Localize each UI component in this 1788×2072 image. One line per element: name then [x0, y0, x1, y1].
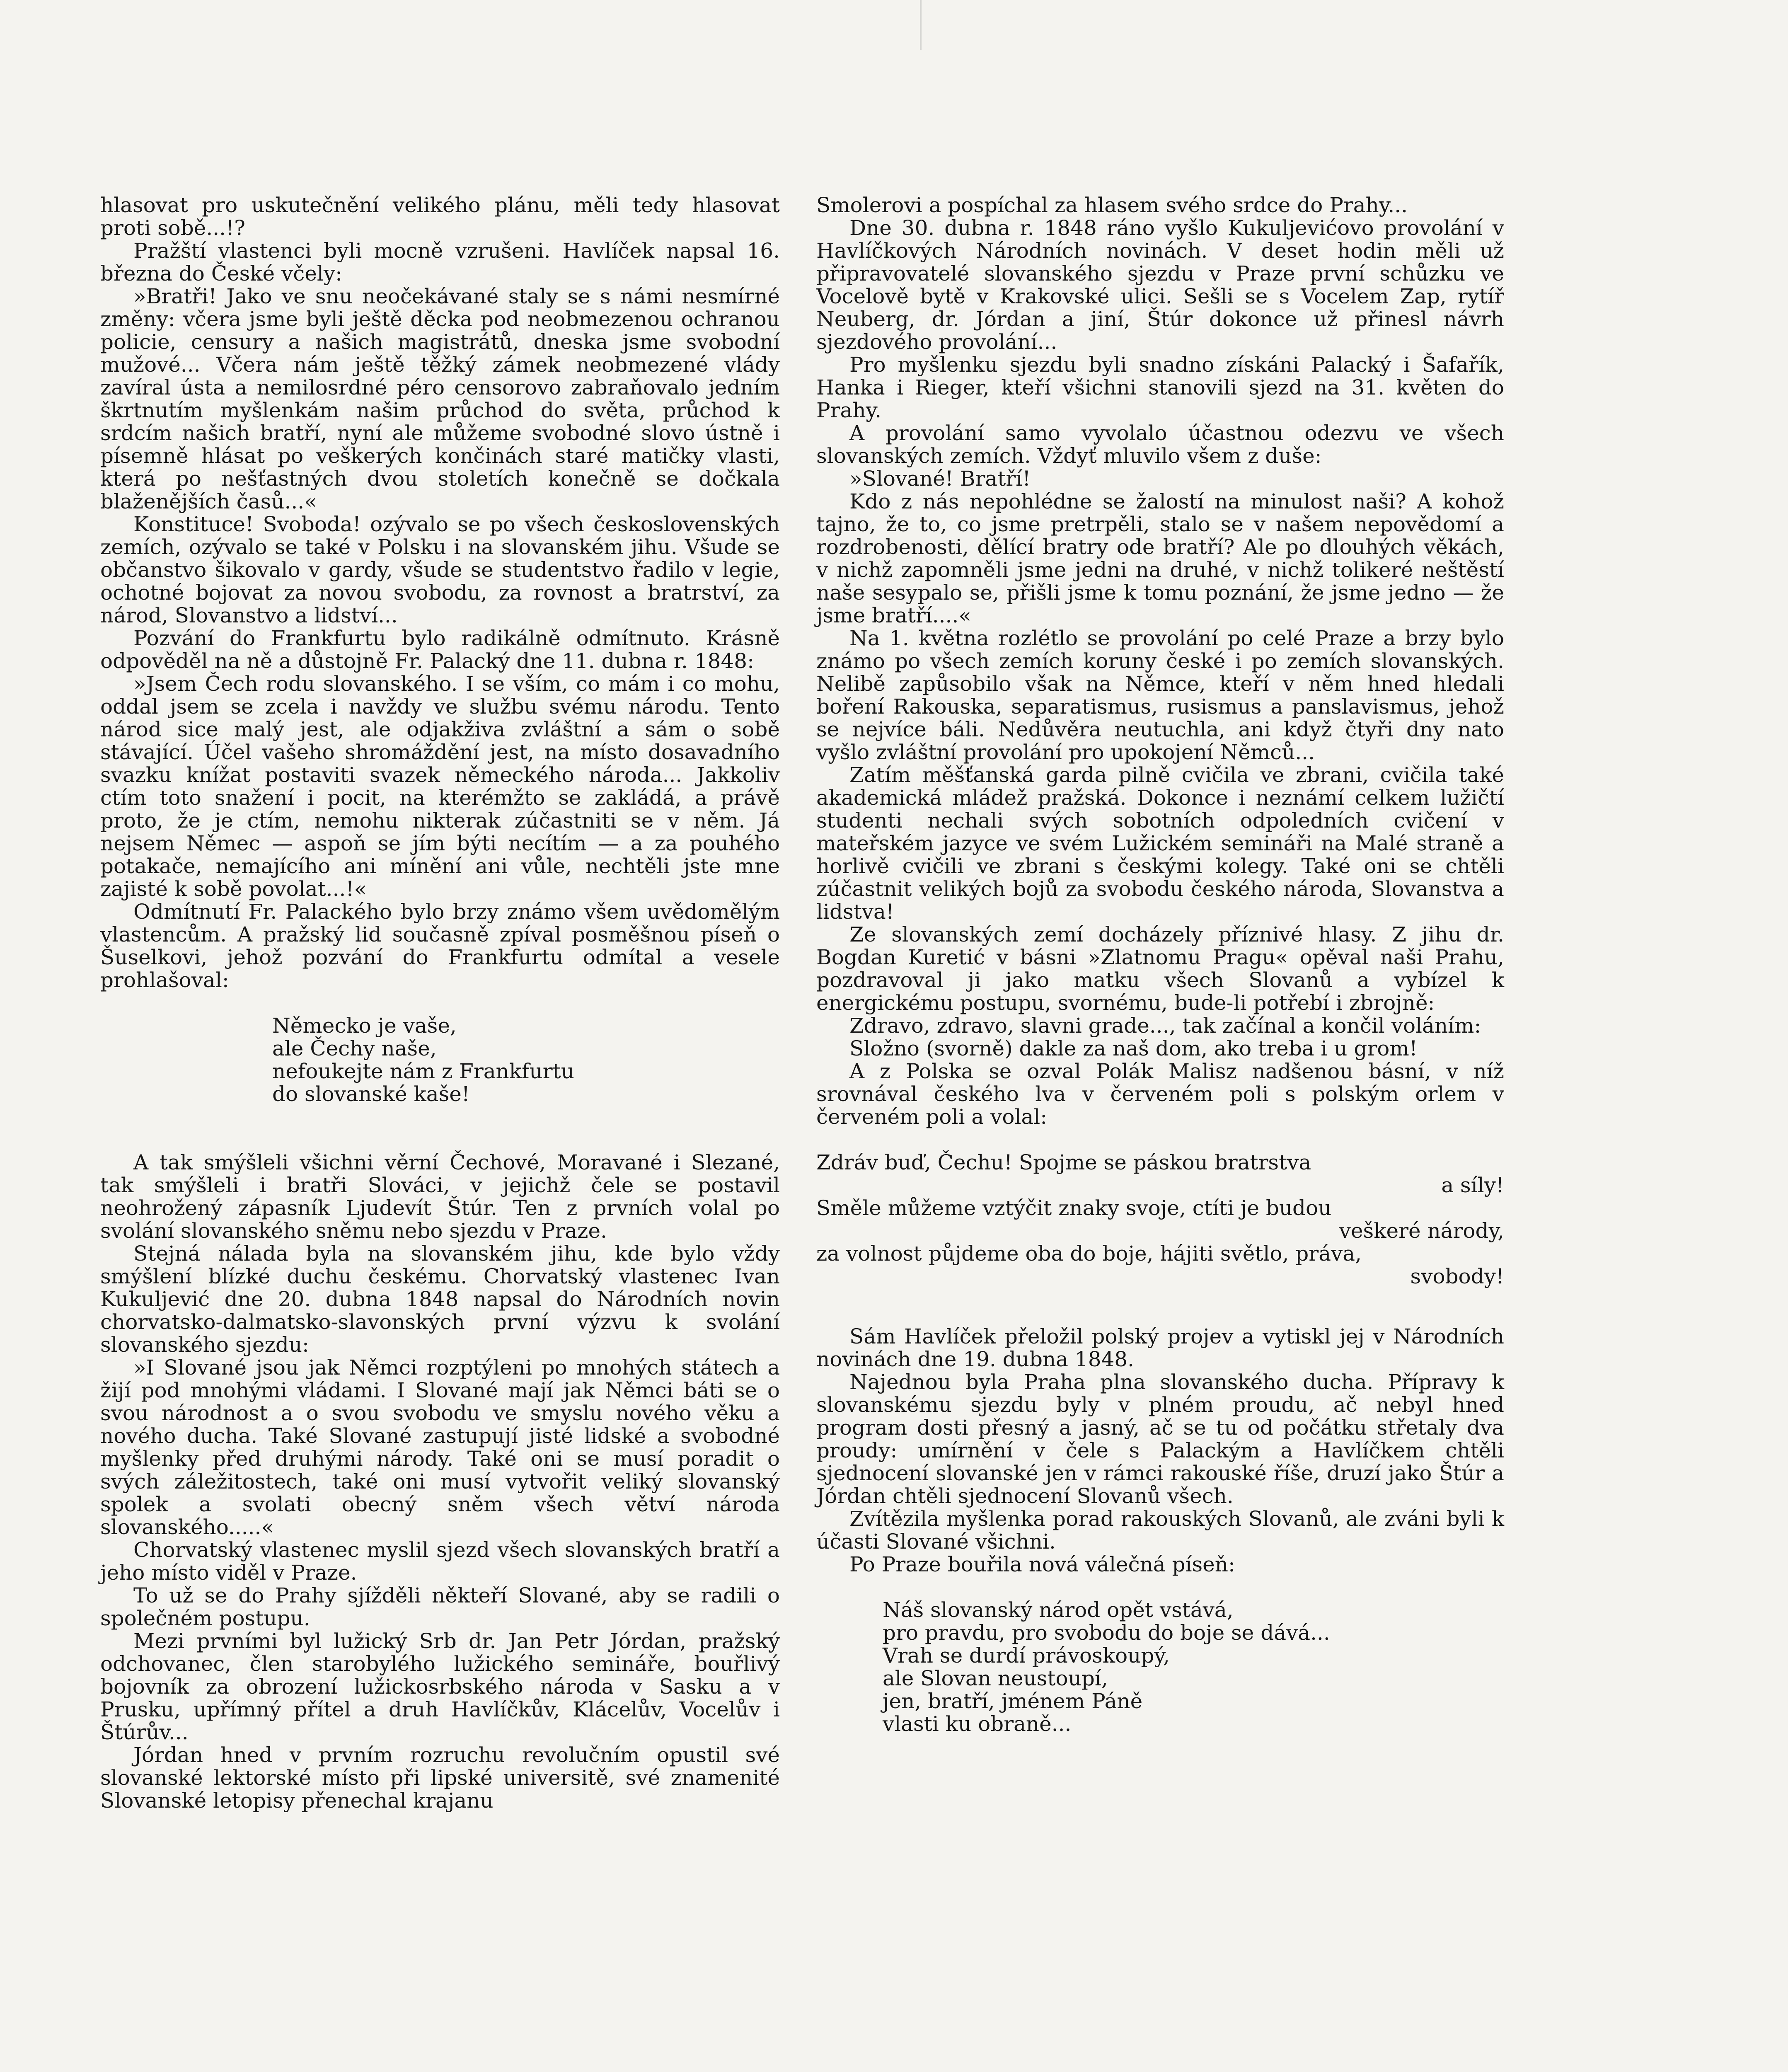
paragraph: hlasovat pro uskutečnění velikého plánu, měli tedy hlasovat proti sobě...!?	[100, 193, 780, 240]
quote-paragraph: »Jsem Čech rodu slovanského. I se vším, co mám i co mohu, oddal jsem se zcela i navždy ve službu svému národu. Tento národ sice malý jest, ale odjakživa zvláštní a sám o sobě stávající. Účel vašeho shromáždění jest, na místo dosavadního svazku knížat postaviti svazek německého národa... Jakkoliv ctím toto snažení i pocit, na kterémžto se zakládá, a právě proto, že je ctím, nemohu nikterak zúčastniti se v něm. Já nejsem Němec — aspoň se jím býti necítím — a za pouhého potakače, nemajícího ani mínění ani vůle, nechtěli jste mne zajisté k sobě povolat...!«	[100, 672, 780, 901]
poem-line: Směle můžeme vztýčit znaky svoje, ctíti je budou	[816, 1196, 1332, 1220]
left-column	[100, 194, 780, 1812]
paragraph: Najednou byla Praha plna slovanského ducha. Přípravy k slovanskému sjezdu byly v plném proudu, ač nebyl hned program dosti přesný a jasný, ač se tu od počátku střetaly dva proudy: umírnění v čele s Palackým a Havlíčkem chtěli sjednocení slovanské jen v rámci rakouské říše, druzí jako Štúr a Jórdan chtěli sjednocení Slovanů všech.	[816, 1370, 1504, 1508]
paragraph: Pražští vlastenci byli mocně vzrušeni. Havlíček napsal 16. března do České včely:	[100, 239, 780, 286]
song-line: pro pravdu, pro svobodu do boje se dává...	[883, 1621, 1330, 1645]
right-column	[816, 194, 1504, 1736]
paragraph: Zvítězila myšlenka porad rakouských Slovanů, ale zváni byli k účasti Slované všichni.	[816, 1507, 1504, 1554]
paragraph: Ze slovanských zemí docházely příznivé hlasy. Z jihu dr. Bogdan Kuretić v básni »Zlatnomu Pragu« opěval naši Prahu, pozdravoval ji jako matku všech Slovanů a vybízel k energickému postupu, svornému, bude-li potřebí i zbrojně:	[816, 922, 1504, 1015]
paragraph: To už se do Prahy sjížděli někteří Slované, aby se radili o společném postupu.	[100, 1583, 780, 1630]
paragraph: Složno (svorně) dakle za naš dom, ako treba i u grom!	[849, 1036, 1418, 1060]
song-line: jen, bratří, jménem Páně	[883, 1689, 1143, 1713]
poem-line: ale Čechy naše,	[272, 1036, 437, 1060]
war-song	[883, 1599, 1504, 1736]
paragraph: »Slované! Bratří!	[849, 467, 1031, 491]
paragraph: Pro myšlenku sjezdu byli snadno získáni Palacký i Šafařík, Hanka i Rieger, kteří všichni stanovili sjezd na 31. květen do Prahy.	[816, 353, 1504, 422]
poem-line: do slovanské kaše!	[272, 1082, 470, 1106]
paragraph: Chorvatský vlastenec myslil sjezd všech slovanských bratří a jeho místo viděl v Praze.	[100, 1538, 780, 1585]
polish-poem	[816, 1151, 1504, 1288]
paragraph: A tak smýšleli všichni věrní Čechové, Moravané i Slezané, tak smýšleli i bratři Slováci, v jejichž čele se postavil neohrožený zápasník Ljudevít Štúr. Ten z prvních volal po svolání slovanského sněmu nebo sjezdu v Praze.	[100, 1150, 780, 1243]
song-line: ale Slovan neustoupí,	[883, 1666, 1108, 1690]
song-line: vlasti ku obraně...	[883, 1712, 1072, 1736]
poem-line: za volnost půjdeme oba do boje, hájiti světlo, práva,	[816, 1242, 1362, 1266]
paragraph: Zdravo, zdravo, slavni grade..., tak začínal a končil voláním:	[849, 1014, 1481, 1038]
poem-line-continuation: veškeré národy,	[1339, 1219, 1504, 1243]
quote-paragraph: »I Slované jsou jak Němci rozptýleni po mnohých státech a žijí pod mnohými vládami. I Slované mají jak Němci báti se o svou národnost a o svou svobodu ve smyslu nového věku a nového ducha. Také Slované zastupují jisté lidské a svobodné myšlenky před druhými národy. Také oni se musí poradit o svých záležitostech, také oni musí vytvořit veliký slovanský spolek a svolati obecný sněm všech větví národa slovanského.....«	[100, 1356, 780, 1539]
paragraph: Po Praze bouřila nová válečná píseň:	[849, 1552, 1235, 1576]
paragraph: Na 1. května rozlétlo se provolání po celé Praze a brzy bylo známo po všech zemích koruny české i po zemích slovanských. Nelibě zapůsobilo však na Němce, kteří v něm hned hledali boření Rakouska, separatismus, rusismus a panslavismus, jehož se nejvíce báli. Nedůvěra neutuchla, ani když čtyři dny nato vyšlo zvláštní provolání pro upokojení Němců...	[816, 626, 1504, 764]
paragraph: A z Polska se ozval Polák Malisz nadšenou básní, v níž srovnával českého lva v červeném poli s polským orlem v červeném poli a volal:	[816, 1059, 1504, 1129]
poem-line: nefoukejte nám z Frankfurtu	[272, 1059, 574, 1083]
poem-line: Německo je vaše,	[272, 1014, 457, 1038]
paragraph: Kdo z nás nepohlédne se žalostí na minulost naši? A kohož tajno, že to, co jsme pretrpěli, stalo se v našem nepovědomí a rozdrobenosti, dělící bratry ode bratří? Ale po dlouhých věkách, v nichž zapomněli jsme jedni na druhé, v nichž tolikeré neštěstí naše sesypalo se, přišli jsme k tomu poznání, že jsme jedno — že jsme bratří....«	[816, 489, 1504, 627]
paragraph: Smolerovi a pospíchal za hlasem svého srdce do Prahy...	[816, 193, 1408, 217]
paragraph: A provolání samo vyvolalo účastnou odezvu ve všech slovanských zemích. Vždyť mluvilo všem z duše:	[816, 421, 1504, 468]
scan-margin-mark	[920, 0, 967, 50]
song-line: Vrah se durdí právoskoupý,	[883, 1644, 1170, 1668]
paragraph: Konstituce! Svoboda! ozývalo se po všech československých zemích, ozývalo se také v Polsku i na slovanském jihu. Všude se občanstvo šikovalo v gardy, všude se studentstvo řadilo v legie, ochotné bojovat za novou svobodu, za rovnost a bratrství, za národ, Slovanstvo a lidství...	[100, 512, 780, 627]
paragraph: Pozvání do Frankfurtu bylo radikálně odmítnuto. Krásně odpověděl na ně a důstojně Fr. Palacký dne 11. dubna r. 1848:	[100, 626, 780, 673]
paragraph: Zatím měšťanská garda pilně cvičila ve zbrani, cvičila také akademická mládež pražská. Dokonce i neznámí celkem lužičtí studenti nechali svých sobotních odpoledních cvičení v mateřském jazyce ve svém Lužickém semináři na Malé straně a horlivě cvičili ve zbrani s českými kolegy. Také oni se chtěli zúčastnit velikých bojů za svobodu českého národa, Slovanstva a lidstva!	[816, 763, 1504, 924]
song-line: Náš slovanský národ opět vstává,	[883, 1598, 1234, 1622]
paragraph: Sám Havlíček přeložil polský projev a vytiskl jej v Národních novinách dne 19. dubna 1848.	[816, 1324, 1504, 1371]
poem-line-continuation: a síly!	[1441, 1173, 1504, 1197]
paragraph: Stejná nálada byla na slovanském jihu, kde bylo vždy smýšlení blízké duchu českému. Chorvatský vlastenec Ivan Kukuljević dne 20. dubna 1848 napsal do Národních novin chorvatsko-dalmatsko-slavonských první výzvu k svolání slovanského sjezdu:	[100, 1242, 780, 1357]
quote-paragraph: »Bratři! Jako ve snu neočekávané staly se s námi nesmírné změny: včera jsme byli ještě děcka pod neobmezenou ochranou policie, censury a našich magistrátů, dneska jsme svobodní mužové... Včera nám ještě těžký zámek neobmezené vlády zavíral ústa a nemilosrdné péro censorovo zabraňovalo jedním škrtnutím myšlenkám našim průchod do světa, průchod k srdcím našich bratří, nyní ale můžeme svobodné slovo ústně i písemně hlásat po veškerých končinách staré matičky vlasti, která po nešťastných dvou stoletích konečně se dočkala blaženějších časů...«	[100, 284, 780, 513]
poem-line-continuation: svobody!	[1410, 1264, 1504, 1288]
poem-verse	[272, 1014, 780, 1106]
poem-line: Zdráv buď, Čechu! Spojme se páskou bratrstva	[816, 1150, 1311, 1174]
paragraph: Mezi prvními byl lužický Srb dr. Jan Petr Jórdan, pražský odchovanec, člen starobylého lužického semináře, bouřlivý bojovník za obrození lužickosrbského národa v Sasku a v Prusku, upřímný přítel a druh Havlíčkův, Klácelův, Vocelův i Štúrův...	[100, 1629, 780, 1744]
paragraph: Odmítnutí Fr. Palackého bylo brzy známo všem uvědomělým vlastencům. A pražský lid současně zpíval posměšnou píseň o Šuselkovi, jehož pozvání do Frankfurtu odmítal a vesele prohlašoval:	[100, 900, 780, 992]
paragraph: Jórdan hned v prvním rozruchu revolučním opustil své slovanské lektorské místo při lipské universitě, své znamenité Slovanské letopisy přenechal krajanu	[100, 1743, 780, 1813]
paragraph: Dne 30. dubna r. 1848 ráno vyšlo Kukuljevićovo provolání v Havlíčkových Národních novinách. V deset hodin měli už připravovatelé slovanského sjezdu v Praze první schůzku ve Vocelově bytě v Krakovské ulici. Sešli se s Vocelem Zap, rytíř Neuberg, dr. Jórdan a jiní, Štúr dokonce už přinesl návrh sjezdového provolání...	[816, 216, 1504, 354]
